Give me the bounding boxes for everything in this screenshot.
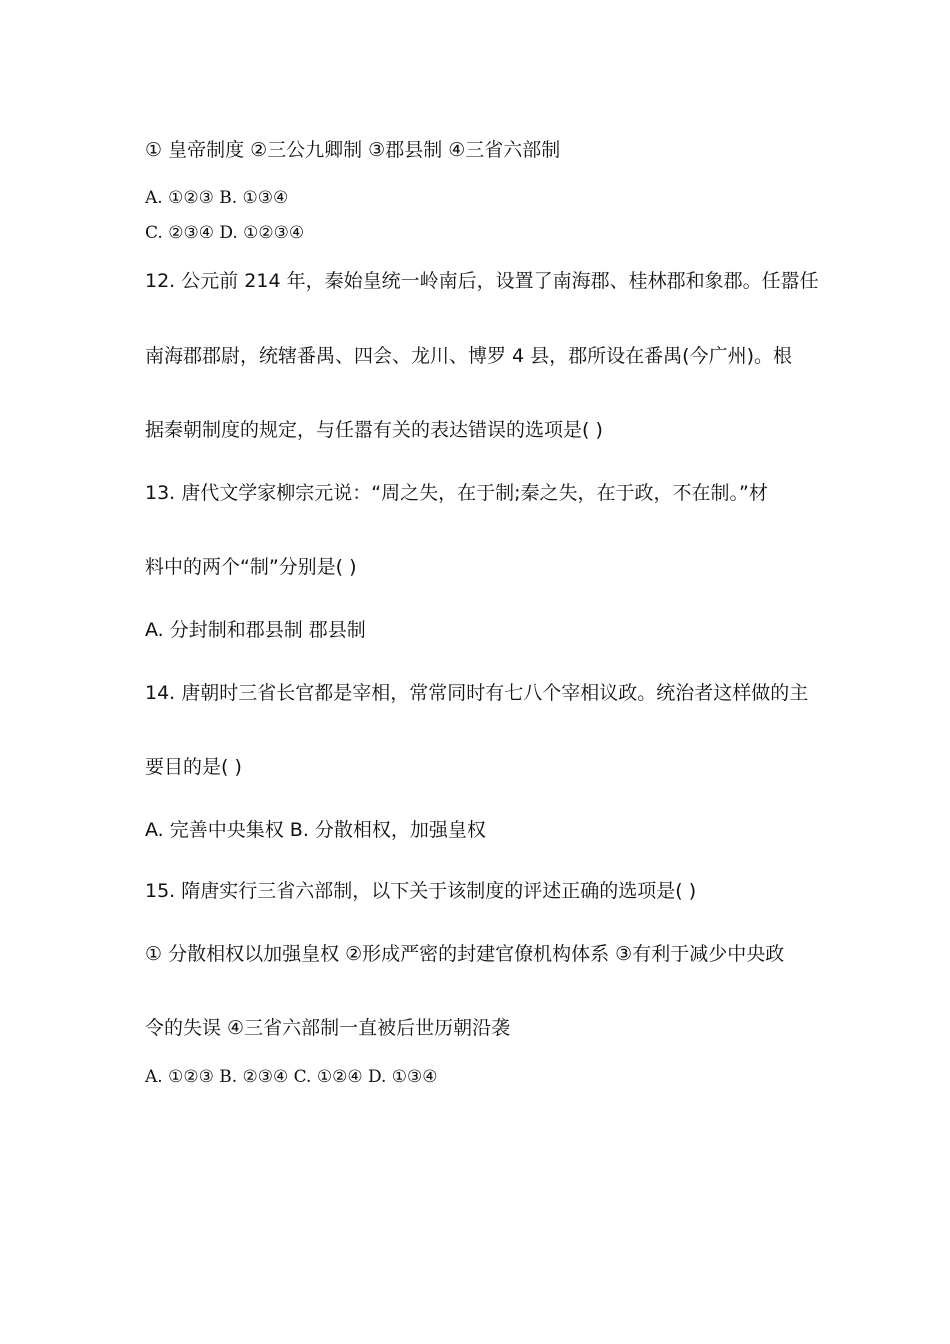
q13-text-line-2: 料中的两个“制”分别是( ) — [145, 556, 357, 578]
q15-text: 15. 隋唐实行三省六部制，以下关于该制度的评述正确的选项是( ) — [145, 880, 697, 902]
q15-choices: A. ①②③ B. ②③④ C. ①②④ D. ①③④ — [145, 1067, 438, 1087]
q12-text-line-1: 12. 公元前 214 年，秦始皇统一岭南后，设置了南海郡、桂林郡和象郡。任嚣任 — [145, 270, 819, 292]
q14-text-line-1: 14. 唐朝时三省长官都是宰相，常常同时有七八个宰相议政。统治者这样做的主 — [145, 682, 809, 704]
q13-text-line-1: 13. 唐代文学家柳宗元说：“周之失，在于制;秦之失，在于政，不在制。”材 — [145, 482, 768, 504]
q11-choices-ab: A. ①②③ B. ①③④ — [145, 188, 289, 208]
q12-text-line-3: 据秦朝制度的规定，与任嚣有关的表达错误的选项是( ) — [145, 419, 603, 441]
q14-text-line-2: 要目的是( ) — [145, 756, 242, 778]
q11-statement-options: ① 皇帝制度 ②三公九卿制 ③郡县制 ④三省六部制 — [145, 139, 561, 161]
q15-statements-line-2: 令的失误 ④三省六部制一直被后世历朝沿袭 — [145, 1017, 511, 1039]
q11-choices-cd: C. ②③④ D. ①②③④ — [145, 223, 305, 243]
q13-answer-option: A. 分封制和郡县制 郡县制 — [145, 619, 366, 641]
q15-statements-line-1: ① 分散相权以加强皇权 ②形成严密的封建官僚机构体系 ③有利于减少中央政 — [145, 943, 785, 965]
q14-choices: A. 完善中央集权 B. 分散相权，加强皇权 — [145, 819, 486, 841]
q12-text-line-2: 南海郡郡尉，统辖番禺、四会、龙川、博罗 4 县，郡所设在番禺(今广州)。根 — [145, 345, 792, 367]
